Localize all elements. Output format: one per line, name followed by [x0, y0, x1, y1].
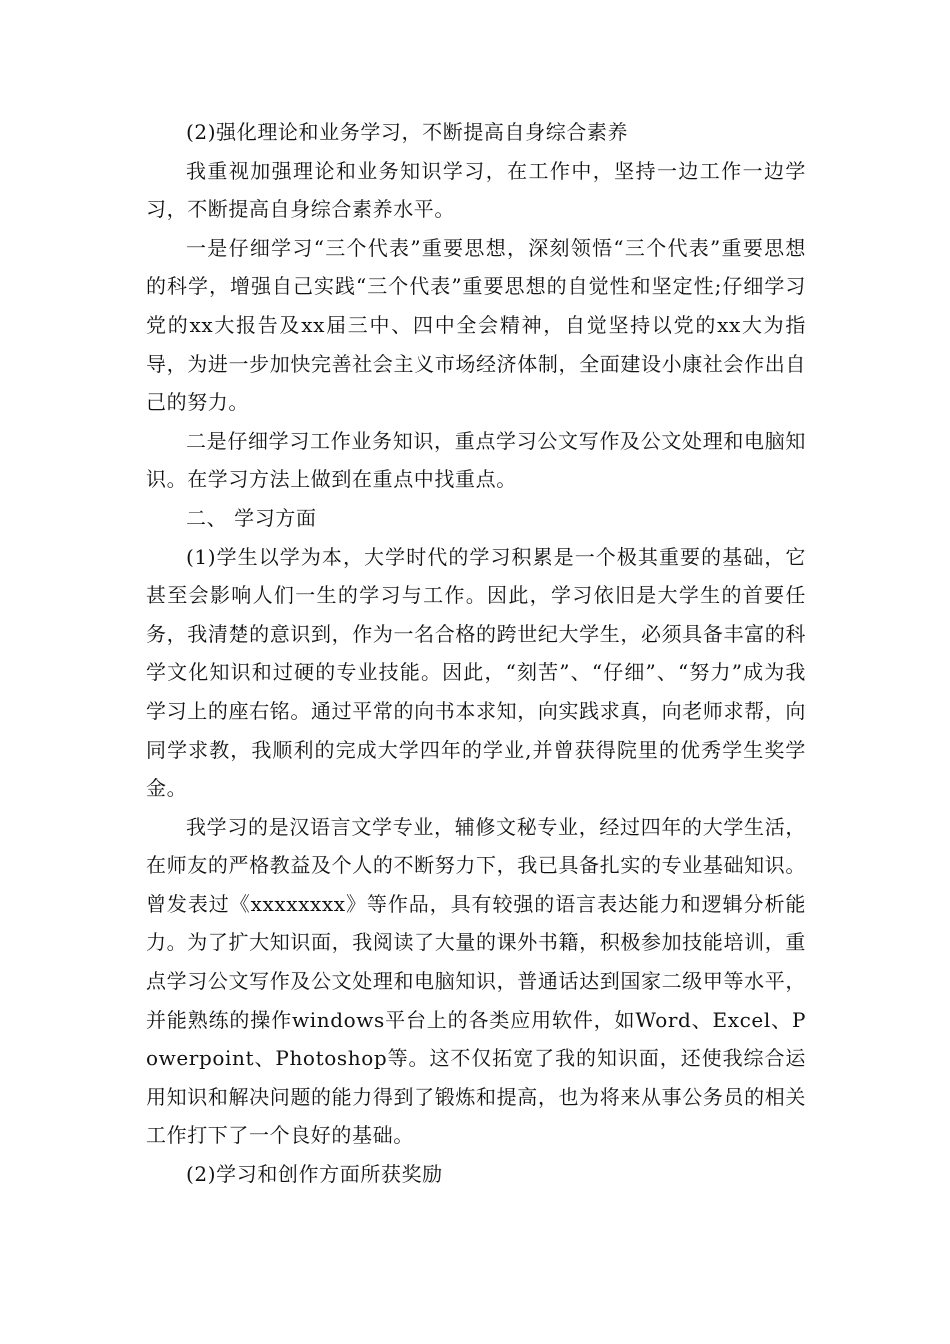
paragraph-three-represents: 一是仔细学习“三个代表”重要思想，深刻领悟“三个代表”重要思想的科学，增强自己实践“三个代表”重要思想的自觉性和坚定性;仔细学习党的xx大报告及xx届三中、四中全会精神，自觉坚持以党的xx大为指导，为进一步加快完善社会主义市场经济体制，全面建设小康社会作出自己的努力。 — [146, 235, 806, 415]
paragraph-major-skills: 我学习的是汉语言文学专业，辅修文秘专业，经过四年的大学生活，在师友的严格教益及个人的不断努力下，我已具备扎实的专业基础知识。曾发表过《xxxxxxxx》等作品，具有较强的语言表达能力和逻辑分析能力。为了扩大知识面，我阅读了大量的课外书籍，积极参加技能培训，重点学习公文写作及公文处理和电脑知识，普通话达到国家二级甲等水平，并能熟练的操作windows平台上的各类应用软件，如Word、Excel、Powerpoint、Photoshop等。这不仅拓宽了我的知识面，还使我综合运用知识和解决问题的能力得到了锻炼和提高，也为将来从事公务员的相关工作打下了一个良好的基础。 — [146, 814, 806, 1148]
section-heading-awards: (2)学习和创作方面所获奖励 — [186, 1162, 443, 1187]
paragraph-student-study: (1)学生以学为本，大学时代的学习积累是一个极其重要的基础，它甚至会影响人们一生的学习与工作。因此，学习依旧是大学生的首要任务，我清楚的意识到，作为一名合格的跨世纪大学生，必须具备丰富的科学文化知识和过硬的专业技能。因此，“刻苦”、“仔细”、“努力”成为我学习上的座右铭。通过平常的向书本求知，向实践求真，向老师求帮，向同学求教，我顺利的完成大学四年的学业,并曾获得院里的优秀学生奖学金。 — [146, 544, 806, 801]
document-body — [146, 113, 806, 1194]
paragraph-business-knowledge: 二是仔细学习工作业务知识，重点学习公文写作及公文处理和电脑知识。在学习方法上做到在重点中找重点。 — [146, 428, 806, 492]
paragraph-study-intro: 我重视加强理论和业务知识学习，在工作中，坚持一边工作一边学习，不断提高自身综合素养水平。 — [146, 158, 806, 222]
section-heading-learning: 二、 学习方面 — [186, 505, 317, 530]
section-heading-theory-study: (2)强化理论和业务学习，不断提高自身综合素养 — [186, 120, 629, 144]
